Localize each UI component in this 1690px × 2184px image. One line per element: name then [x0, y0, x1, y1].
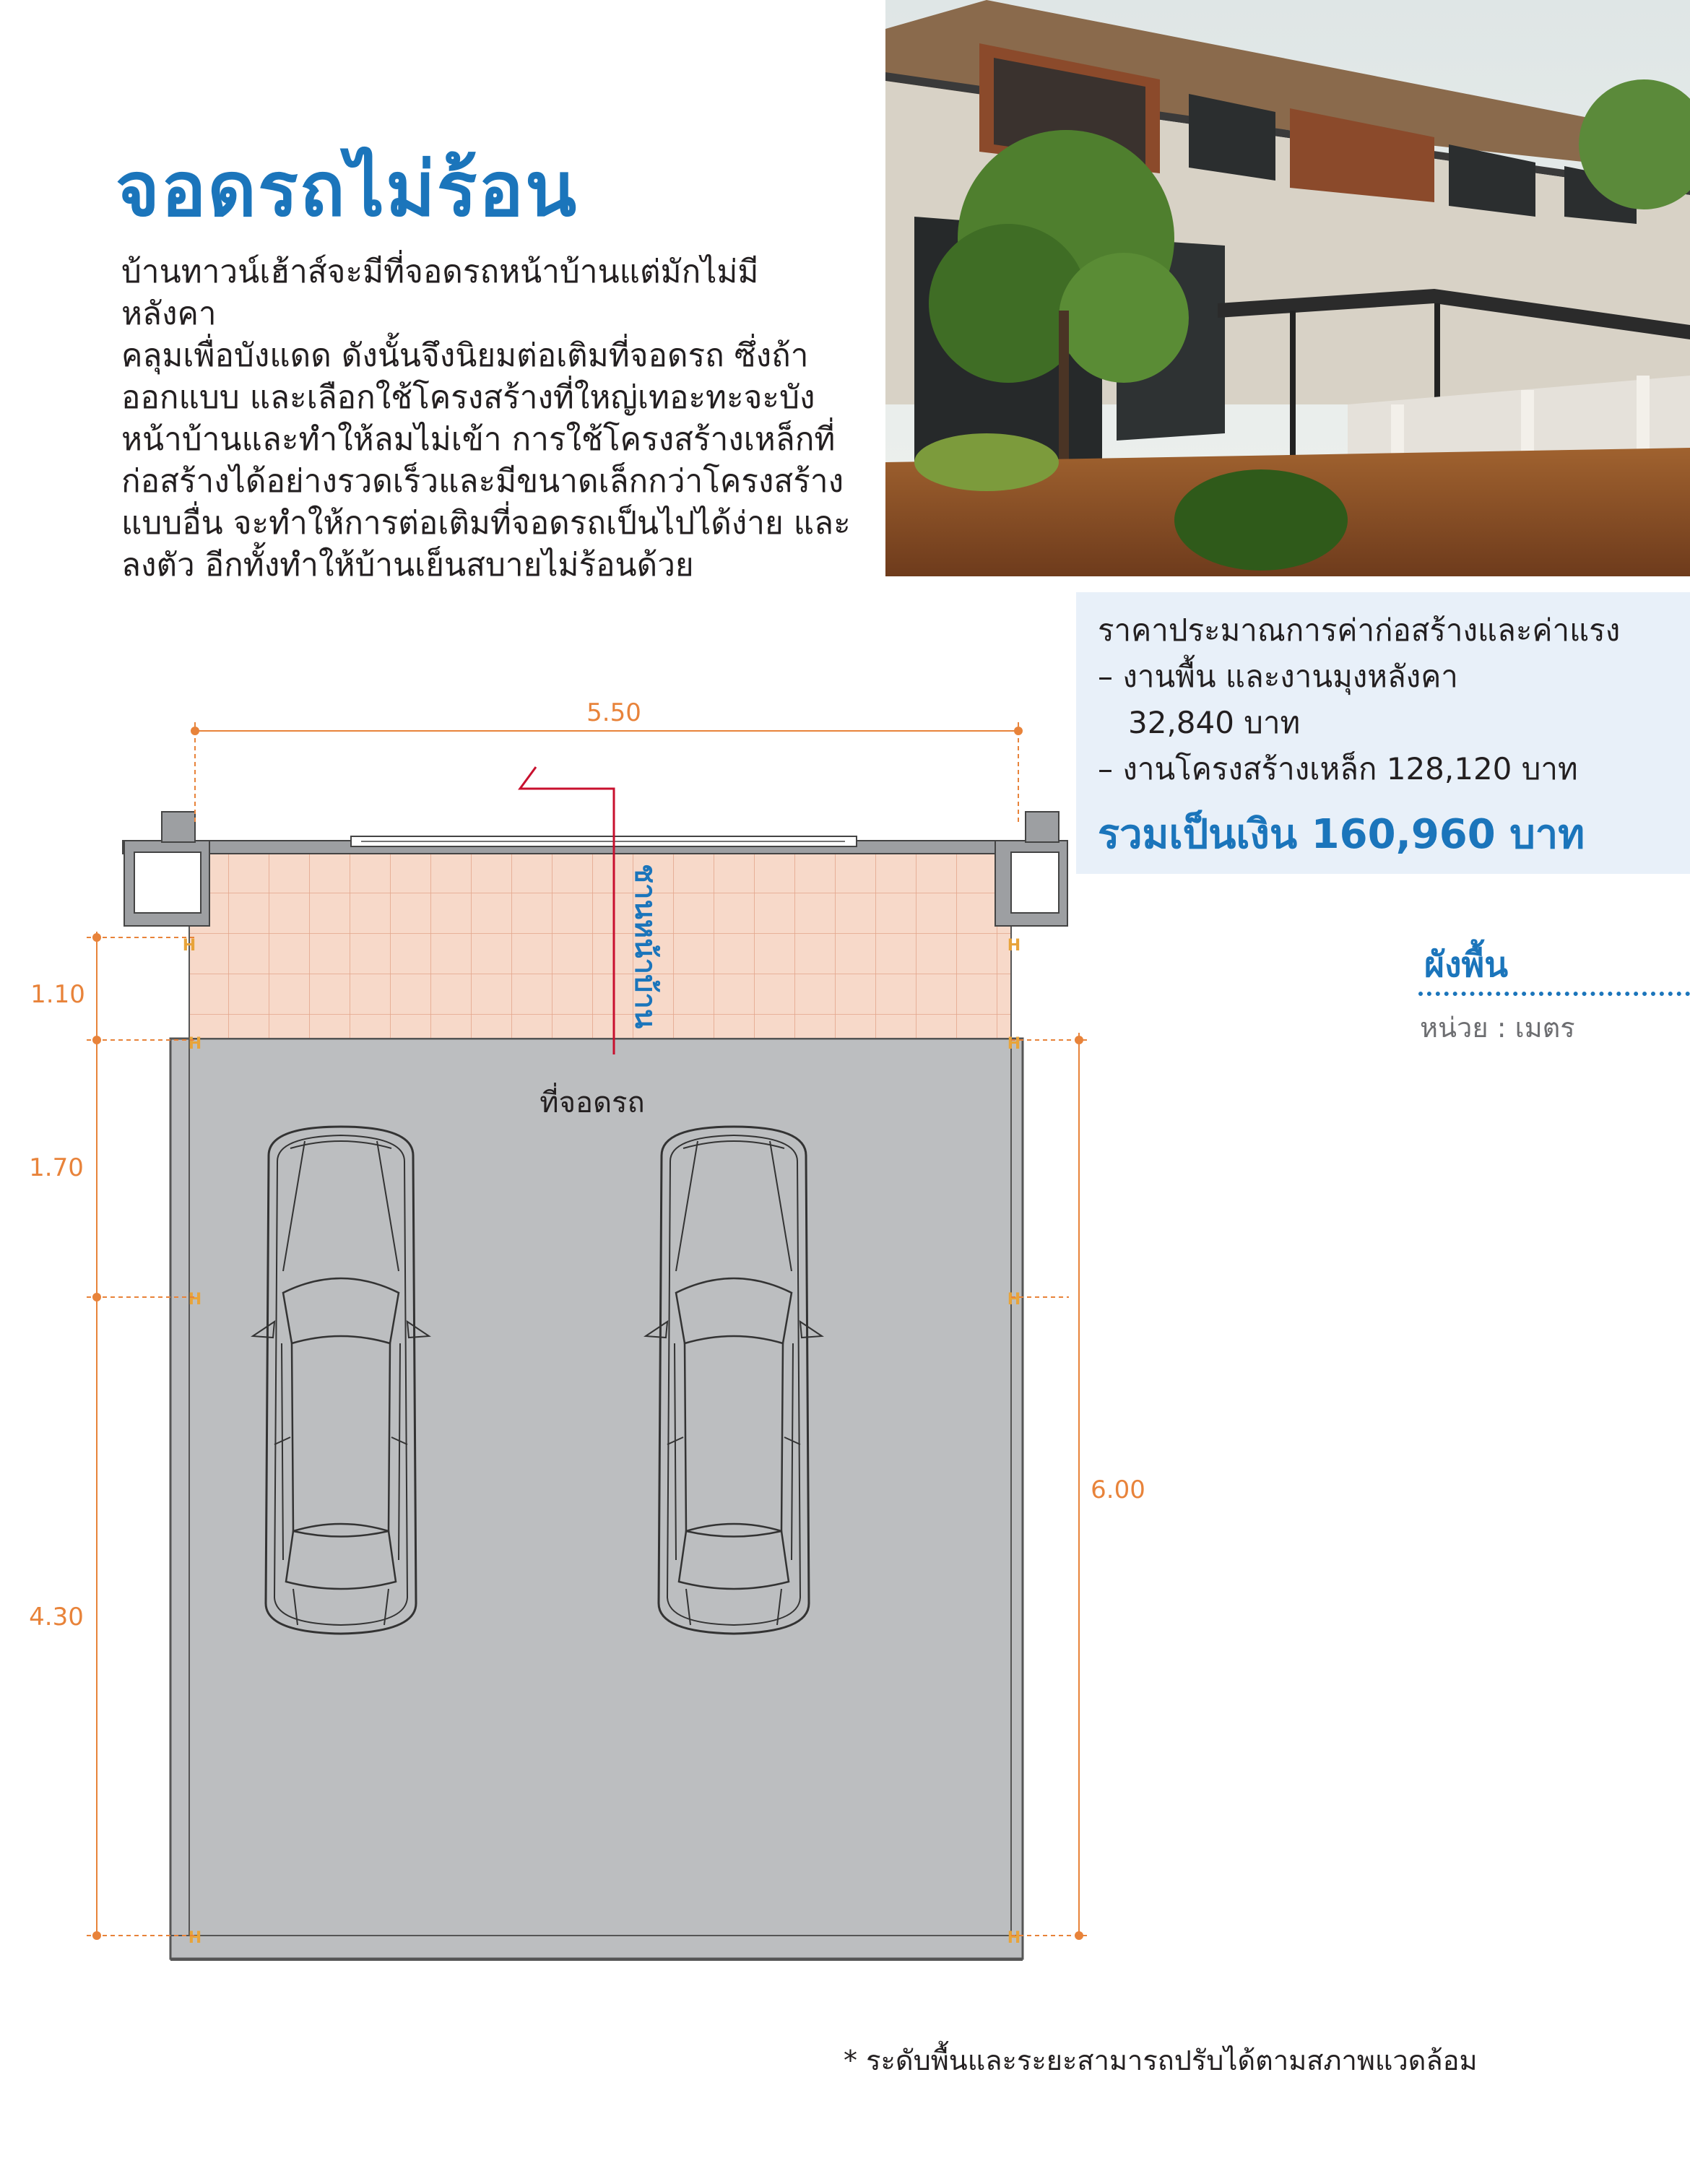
post-marker: H: [1007, 1929, 1021, 1947]
plan-unit: หน่วย : เมตร: [1420, 1012, 1575, 1044]
post-marker: H: [1007, 1035, 1021, 1053]
intro-line: คลุมเพื่อบังแดด ดังนั้นจึงนิยมต่อเติมที่จอดรถ ซึ่งถ้า: [121, 337, 809, 374]
footnote: * ระดับพื้นและระยะสามารถปรับได้ตามสภาพแวดล้อม: [844, 2045, 1478, 2076]
townhouse-photo: [885, 0, 1690, 576]
dimension-terrace-depth: 1.10: [30, 980, 85, 1009]
post-marker: H: [1007, 1291, 1021, 1309]
post-marker: H: [182, 937, 196, 955]
terrace-area: [189, 852, 1011, 1039]
post-marker: H: [188, 1291, 202, 1309]
price-item-floor-roof: – งานพื้น และงานมุงหลังคา: [1098, 659, 1458, 694]
plan-label: ผังพื้น: [1424, 945, 1509, 985]
intro-line: ก่อสร้างได้อย่างรวดเร็วและมีขนาดเล็กกว่าโครงสร้าง: [121, 463, 844, 500]
terrace-label: ชานหน้าบ้าน: [628, 863, 662, 1029]
townhouse-illustration: [885, 0, 1690, 576]
dimension-parking-depth: 6.00: [1091, 1476, 1145, 1504]
intro-line: แบบอื่น จะทำให้การต่อเติมที่จอดรถเป็นไปได้ง่าย และ: [121, 505, 851, 542]
post-marker: H: [1007, 937, 1021, 955]
dimension-segment-3: 4.30: [29, 1603, 84, 1632]
price-item-steel: – งานโครงสร้างเหล็ก 128,120 บาท: [1098, 751, 1578, 786]
post-marker: H: [188, 1929, 202, 1947]
intro-line: ออกแบบ และเลือกใช้โครงสร้างที่ใหญ่เทอะทะจะบัง: [121, 379, 815, 416]
parking-label: ที่จอดรถ: [540, 1086, 645, 1119]
intro-paragraph: [121, 251, 851, 586]
intro-line: บ้านทาวน์เฮ้าส์จะมีที่จอดรถหน้าบ้านแต่มักไม่มีหลังคา: [121, 254, 759, 332]
page-title: จอดรถไม่ร้อน: [116, 145, 578, 233]
price-total: รวมเป็นเงิน 160,960 บาท: [1098, 811, 1585, 858]
price-item-floor-roof-value: 32,840 บาท: [1128, 705, 1301, 740]
price-heading: ราคาประมาณการค่าก่อสร้างและค่าแรง: [1098, 612, 1621, 648]
dimension-width: 5.50: [586, 698, 641, 727]
floor-plan: [0, 679, 1170, 1979]
post-marker: H: [188, 1035, 202, 1053]
intro-line: ลงตัว อีกทั้งทำให้บ้านเย็นสบายไม่ร้อนด้วย: [121, 547, 694, 584]
plan-label-divider: [1418, 992, 1690, 996]
intro-line: หน้าบ้านและทำให้ลมไม่เข้า การใช้โครงสร้างเหล็กที่: [121, 421, 836, 458]
dimension-segment-2: 1.70: [29, 1153, 84, 1182]
